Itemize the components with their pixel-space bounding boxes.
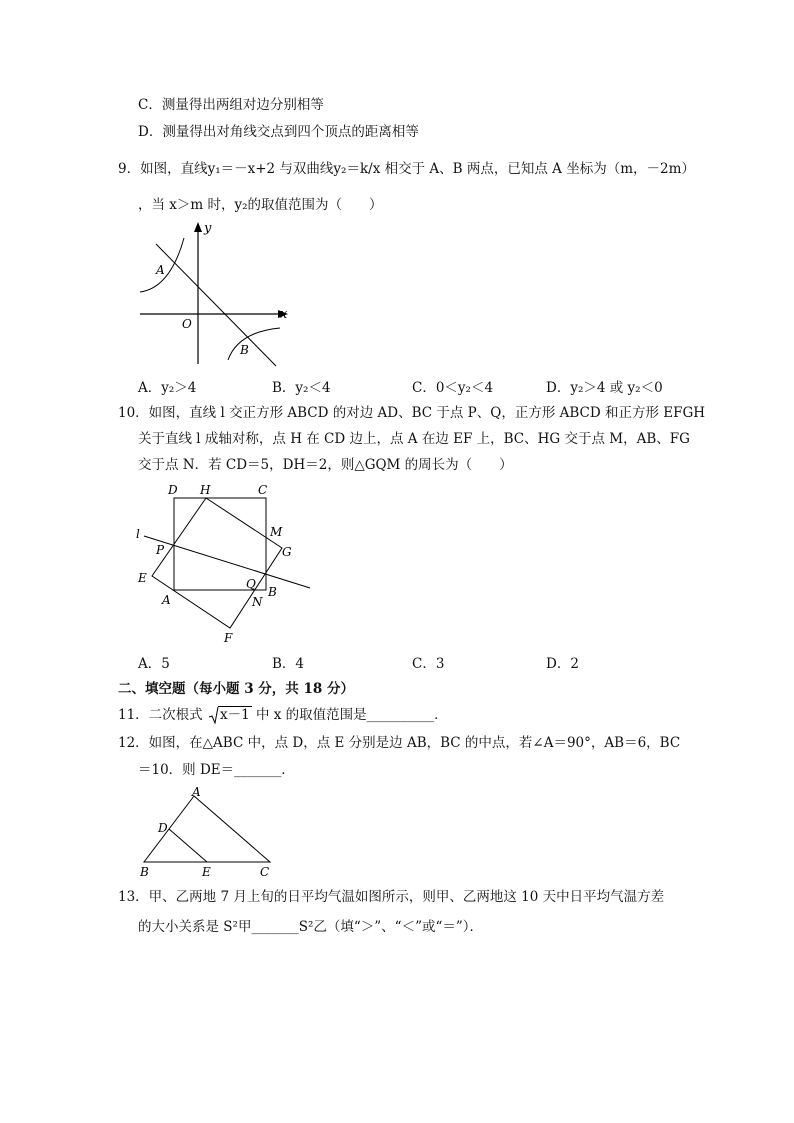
q9-option-b: B．y₂＜4 — [272, 380, 331, 396]
q10-option-a: A．5 — [138, 656, 170, 672]
q9-option-c: C．0＜y₂＜4 — [412, 380, 494, 396]
q10-label-b: B — [268, 585, 277, 599]
q11-prefix: 11．二次根式 — [118, 707, 203, 723]
q9-stem-line1: 9．如图，直线y₁＝－x+2 与双曲线y₂＝k/x 相交于 A、B 两点，已知点 A 坐标为（m，－2m） — [118, 161, 695, 177]
q11-stem — [118, 706, 448, 724]
q12-stem-line2: ＝10．则 DE＝_______． — [138, 762, 295, 778]
q12-figure — [136, 784, 276, 880]
q12-label-c: C — [260, 865, 270, 879]
q13-stem-line2: 的大小关系是 S²甲_______S²乙（填“＞”、“＜”或“＝”）． — [138, 919, 484, 935]
q10-stem-line2: 关于直线 l 成轴对称，点 H 在 CD 边上，点 A 在边 EF 上，BC、HG 交于点 M，AB、FG — [138, 431, 690, 447]
q9-option-a: A．y₂＞4 — [138, 380, 197, 396]
q8-option-d: D．测量得出对角线交点到四个顶点的距离相等 — [138, 124, 419, 140]
q12-label-b: B — [140, 865, 149, 879]
q10-square-efgh — [152, 498, 282, 628]
q10-label-l: l — [136, 527, 140, 541]
q10-line-l — [144, 536, 310, 588]
q10-label-h: H — [200, 483, 211, 497]
q10-option-c: C．3 — [412, 656, 445, 672]
q10-label-c: C — [258, 483, 268, 497]
q9-label-x: x — [280, 307, 288, 322]
q10-label-d: D — [168, 483, 178, 497]
q9-figure — [130, 218, 300, 370]
q9-stem-line2: ，当 x＞m 时，y₂的取值范围为（ ） — [138, 197, 383, 213]
radical-icon — [209, 706, 219, 724]
q10-label-q: Q — [246, 577, 256, 591]
q12-label-d: D — [158, 821, 168, 835]
q10-stem-line1: 10．如图，直线 l 交正方形 ABCD 的对边 AD、BC 于点 P、Q，正方形 ABCD 和正方形 EFGH — [118, 405, 706, 421]
q10-label-g: G — [282, 545, 292, 559]
q10-label-e: E — [138, 571, 147, 585]
q10-option-b: B．4 — [272, 656, 305, 672]
q11-radical — [209, 706, 252, 724]
q11-suffix: 中 x 的取值范围是__________． — [255, 707, 448, 723]
section-title: 二、填空题（每小题 3 分，共 18 分） — [118, 681, 354, 697]
q10-option-d: D．2 — [546, 656, 579, 672]
q12-label-e: E — [202, 865, 211, 879]
q10-stem-line3: 交于点 N．若 CD＝5，DH＝2，则△GQM 的周长为（ ） — [138, 457, 513, 473]
q10-figure — [130, 478, 320, 648]
q8-option-c: C．测量得出两组对边分别相等 — [138, 97, 324, 113]
q12-segment-de — [169, 829, 207, 862]
q10-label-n: N — [252, 595, 263, 609]
q13-stem-line1: 13．甲、乙两地 7 月上旬的日平均气温如图所示，则甲、乙两地这 10 天中日平均气温方差 — [118, 889, 665, 905]
q12-stem-line1: 12．如图，在△ABC 中，点 D，点 E 分别是边 AB，BC 的中点，若∠A＝90°，AB＝6，BC — [118, 735, 681, 751]
q12-label-a: A — [192, 785, 201, 799]
q11-radicand: x－1 — [219, 707, 250, 723]
q9-y-arrow — [194, 222, 202, 232]
q9-line-y1 — [156, 244, 276, 366]
q9-option-d: D．y₂＞4 或 y₂＜0 — [546, 380, 663, 396]
q9-label-b: B — [240, 343, 249, 357]
q10-label-f: F — [224, 631, 233, 645]
q10-label-m: M — [270, 525, 283, 539]
q9-label-a: A — [156, 263, 165, 277]
q9-label-y: y — [204, 221, 212, 236]
q9-label-o: O — [182, 317, 192, 331]
q10-label-a: A — [162, 593, 171, 607]
q10-label-p: P — [156, 543, 165, 557]
